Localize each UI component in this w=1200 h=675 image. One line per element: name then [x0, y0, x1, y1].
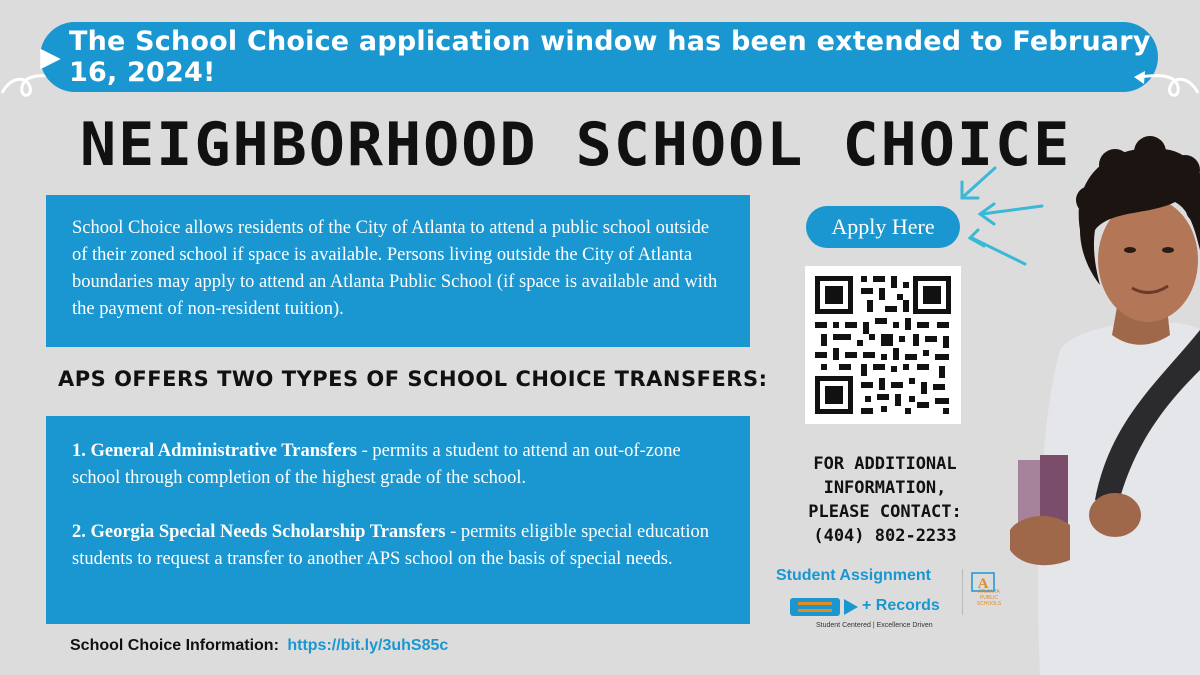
- svg-text:A: A: [977, 576, 989, 592]
- transfer-description: - permits eligible special education students to request a transfer to another APS school on the basis of special needs.: [72, 522, 709, 569]
- logo-title: Student Assignment: [776, 567, 931, 584]
- page-title: NEIGHBORHOOD SCHOOL CHOICE: [80, 110, 1072, 180]
- aps-line: SCHOOLS: [976, 601, 1002, 607]
- transfer-title: 2. Georgia Special Needs Scholarship Transfers: [72, 522, 446, 542]
- transfer-item: [72, 519, 724, 573]
- transfer-description: - permits a student to attend an out-of-zone school through completion of the highest grade of the school.: [72, 441, 681, 488]
- banner-arrow-icon: ▶: [40, 41, 61, 73]
- contact-line: PLEASE CONTACT:: [808, 502, 962, 522]
- qr-code[interactable]: [805, 266, 961, 424]
- transfer-title: 1. General Administrative Transfers: [72, 441, 358, 461]
- aps-line: PUBLIC: [979, 595, 999, 601]
- aps-line: ATLANTA: [978, 589, 1000, 595]
- transfer-types-heading: APS OFFERS TWO TYPES OF SCHOOL CHOICE TRANSFERS:: [58, 367, 768, 391]
- contact-line: INFORMATION,: [823, 478, 947, 498]
- curly-arrow-right-icon: [1130, 47, 1200, 107]
- contact-line: FOR ADDITIONAL: [813, 454, 957, 474]
- announcement-banner: [40, 22, 1158, 92]
- student-assignment-logo: [776, 565, 1006, 635]
- records-arrow-icon: [790, 595, 860, 619]
- logo-records: + Records: [862, 597, 940, 614]
- contact-phone: (404) 802-2233: [813, 526, 957, 546]
- transfer-types-panel: [46, 416, 750, 624]
- info-link[interactable]: https://bit.ly/3uhS85c: [287, 637, 449, 654]
- logo-tagline: Student Centered | Excellence Driven: [816, 622, 933, 629]
- transfer-item: [72, 438, 724, 492]
- contact-info: [780, 452, 990, 548]
- intro-panel: [46, 195, 750, 347]
- student-photo: [1000, 120, 1200, 675]
- banner-text: The School Choice application window has been extended to February 16, 2024!: [68, 26, 1151, 88]
- intro-text: School Choice allows residents of the City of Atlanta to attend a public school outside of their zoned school if space is available. Persons living outside the City of Atlanta boundaries may apply to attend an Atlanta Public School (if space is available and with the payment of non-resident tuition).: [72, 218, 718, 319]
- info-label: School Choice Information:: [70, 637, 279, 654]
- apply-here-button[interactable]: Apply Here: [806, 206, 960, 248]
- school-choice-info: [70, 637, 448, 655]
